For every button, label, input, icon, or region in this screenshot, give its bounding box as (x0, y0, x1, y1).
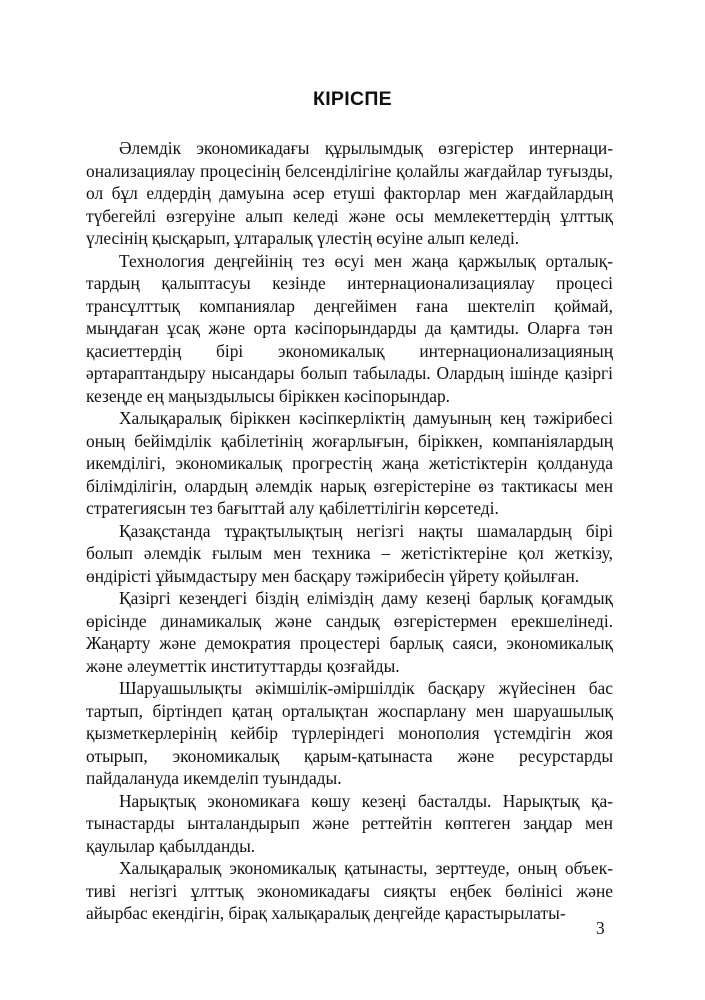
paragraph: Нарықтық экономикаға көшу кезеңі басталды. Нарықтық қатынастарды ынталандырып және реттейтін көптеген заңдар мен қаулылар қабылданды. (86, 790, 613, 856)
paragraph: Халықаралық біріккен кәсіпкерліктің дамуының кең тәжірибесі оның бейімділік қабілетінің жоғарлығын, біріккен, компанiялардың икемділігі, экономикалық прогрестің жаңа жетістіктерін қолдануда білімділігін, олардың әлемдік нарық өзгерістеріне өз тактикасы мен стратегиясын тез бағыттай алу қабілеттілігін көрсетеді. (86, 408, 613, 518)
paragraph: Қазіргі кезеңдегі біздің еліміздің даму кезеңі барлық қоғамдық өрісінде динамикалық және сандық өзгерістермен ерекшелінеді. Жаңарту және демократия процестері барлық саяси, экономикалық және әлеуметтік институттарды қозғайды. (86, 588, 613, 676)
paragraph: Халықаралық экономикалық қатынасты, зерттеуде, оның объективі негізгі ұлттық экономикадағы сияқты еңбек бөлінісі және айырбас екендігін, бірақ халықаралық деңгейде қарастырылаты- (86, 858, 613, 923)
paragraph: Шаруашылықты әкімшілік-әміршілдік басқару жүйесінен бас тартып, біртіндеп қатаң орталықтан жоспарлану мен шаруашылық қызметкерлерінің кейбір түрлеріндегі монополия үстемдігін жоя отырып, экономикалық қарым-қатынаста және ресурстарды пайдалануда икемделіп туындады. (86, 678, 613, 788)
page-number: 3 (596, 918, 605, 938)
body-text (86, 137, 613, 925)
page-title: КІРІСПЕ (313, 88, 392, 110)
paragraph: Технология деңгейінің тез өсуі мен жаңа қаржылық орталықтардың қалыптасуы кезінде интернационализациялау процесі трансұлттық компаниялар деңгейімен ғана шектеліп қоймай, мыңдаған ұсақ және орта кәсіпорындарды да қамтиды. Оларға тән қасиеттердің бірі экономикалық интернационализацияның әртараптандыру нысандары болып табылады. Олардың ішінде қазіргі кезеңде ең маңыздылысы біріккен кәсіпорындар. (86, 250, 613, 406)
paragraph: Әлемдік экономикадағы құрылымдық өзгерістер интернационализациялау процесінің белсенділігіне қолайлы жағдайлар туғызды, ол бұл елдердің дамуына әсер етуші факторлар мен жағдайлардың түбегейлі өзгеруіне алып келеді және осы мемлекеттердің ұлттық үлесінің қысқарып, ұлтаралық үлестің өсуіне алып келеді. (86, 138, 613, 248)
paragraph: Қазақстанда тұрақтылықтың негізгі нақты шамалардың бірі болып әлемдік ғылым мен техника – жетістіктеріне қол жеткізу, өндірісті ұйымдастыру мен басқару тәжірибесін үйрету қойылған. (86, 520, 613, 586)
